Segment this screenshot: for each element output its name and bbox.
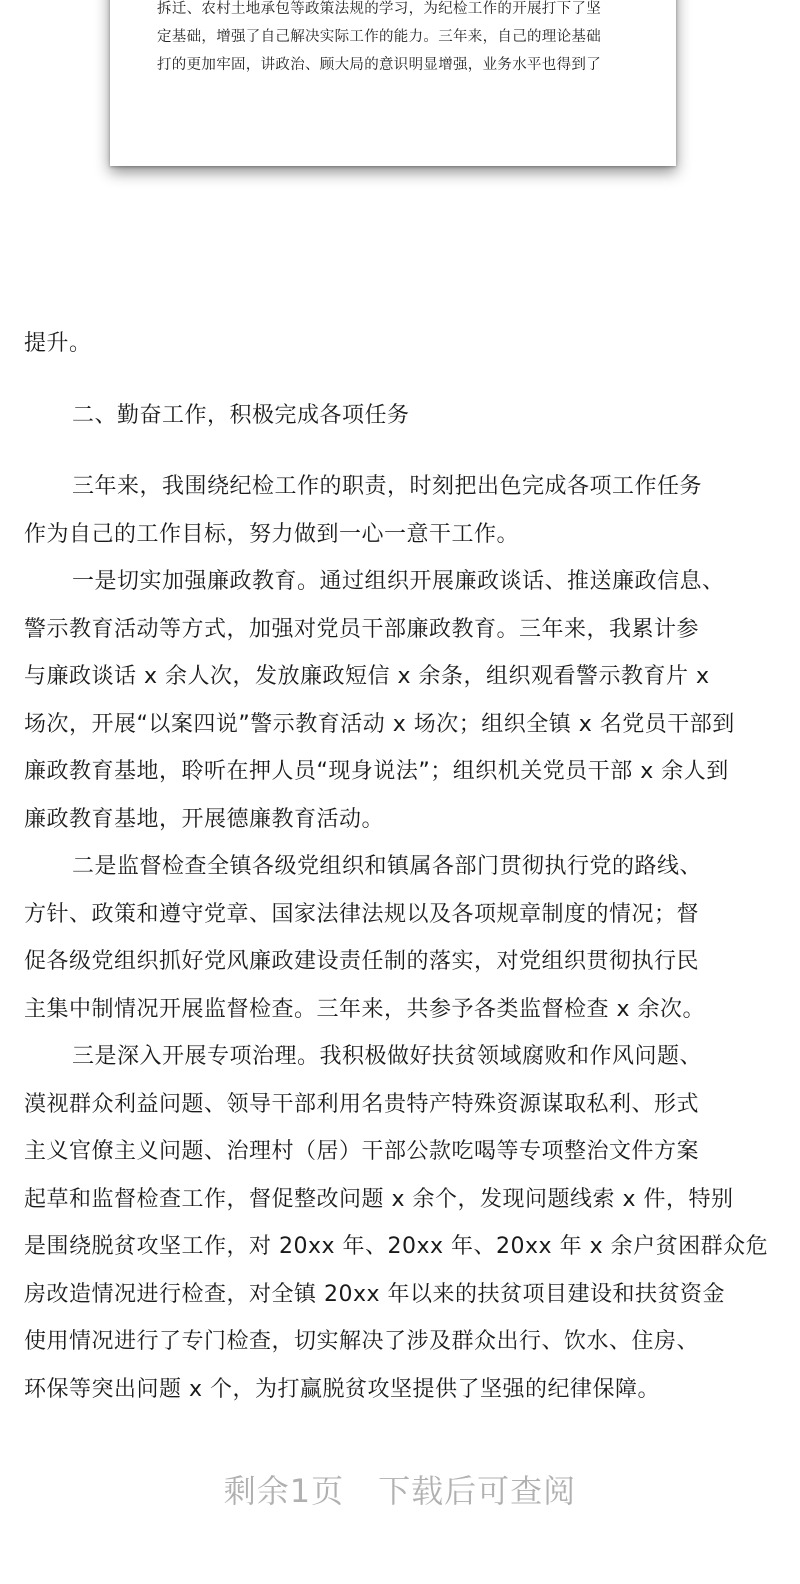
paragraph-line: 三是深入开展专项治理。我积极做好扶贫领域腐败和作风问题、 xyxy=(72,1044,703,1069)
remaining-pages-label: 剩余1页 xyxy=(223,1472,345,1510)
download-prompt[interactable] xyxy=(0,1466,800,1512)
preview-card-line: 打的更加牢固，讲政治、顾大局的意识明显增强，业务水平也得到了 xyxy=(157,57,601,73)
paragraph-line: 一是切实加强廉政教育。通过组织开展廉政谈话、推送廉政信息、 xyxy=(72,569,725,594)
paragraph-line: 作为自己的工作目标，努力做到一心一意干工作。 xyxy=(24,521,520,547)
paragraph-line: 主集中制情况开展监督检查。三年来，共参予各类监督检查 x 余次。 xyxy=(24,996,706,1022)
preview-card-line: 定基础，增强了自己解决实际工作的能力。三年来，自己的理论基础 xyxy=(157,29,601,45)
paragraph-line: 警示教育活动等方式，加强对党员干部廉政教育。三年来，我累计参 xyxy=(24,616,700,642)
paragraph-line: 提升。 xyxy=(24,331,92,356)
paragraph-line: 场次，开展“以案四说”警示教育活动 x 场次；组织全镇 x 名党员干部到 xyxy=(24,711,735,737)
paragraph-line: 方针、政策和遵守党章、国家法律法规以及各项规章制度的情况；督 xyxy=(24,901,700,927)
spacer xyxy=(24,439,772,463)
paragraph-line: 是围绕脱贫攻坚工作，对 20xx 年、20xx 年、20xx 年 x 余户贫困群众危 xyxy=(24,1234,769,1259)
spacer xyxy=(24,368,772,392)
document-body xyxy=(24,320,772,1413)
paragraph-line: 与廉政谈话 x 余人次，发放廉政短信 x 余条，组织观看警示教育片 x xyxy=(24,664,710,689)
paragraph-line: 起草和监督检查工作，督促整改问题 x 余个，发现问题线索 x 件，特别 xyxy=(24,1186,734,1212)
download-hint-label: 下载后可查阅 xyxy=(378,1472,577,1510)
paragraph-line: 漠视群众利益问题、领导干部利用名贵特产特殊资源谋取私利、形式 xyxy=(24,1091,700,1117)
paragraph-line: 主义官僚主义问题、治理村（居）干部公款吃喝等专项整治文件方案 xyxy=(24,1139,700,1164)
preview-paper-card xyxy=(110,0,676,166)
paragraph-line: 房改造情况进行检查，对全镇 20xx 年以来的扶贫项目建设和扶贫资金 xyxy=(24,1281,726,1307)
paragraph-line: 环保等突出问题 x 个，为打赢脱贫攻坚提供了坚强的纪律保障。 xyxy=(24,1376,661,1402)
section-heading: 二、勤奋工作，积极完成各项任务 xyxy=(72,402,410,428)
paragraph-line: 廉政教育基地，聆听在押人员“现身说法”；组织机关党员干部 x 余人到 xyxy=(24,759,729,784)
paragraph-line: 二是监督检查全镇各级党组织和镇属各部门贯彻执行党的路线、 xyxy=(72,854,703,879)
paragraph-line: 廉政教育基地，开展德廉教育活动。 xyxy=(24,806,385,832)
paragraph-line: 三年来，我围绕纪检工作的职责，时刻把出色完成各项工作任务 xyxy=(72,474,703,499)
preview-card-line: 拆迁、农村土地承包等政策法规的学习，为纪检工作的开展打下了坚 xyxy=(157,1,601,17)
paragraph-line: 使用情况进行了专门检查，切实解决了涉及群众出行、饮水、住房、 xyxy=(24,1329,700,1354)
paragraph-line: 促各级党组织抓好党风廉政建设责任制的落实，对党组织贯彻执行民 xyxy=(24,949,700,974)
preview-card-text xyxy=(157,0,637,79)
